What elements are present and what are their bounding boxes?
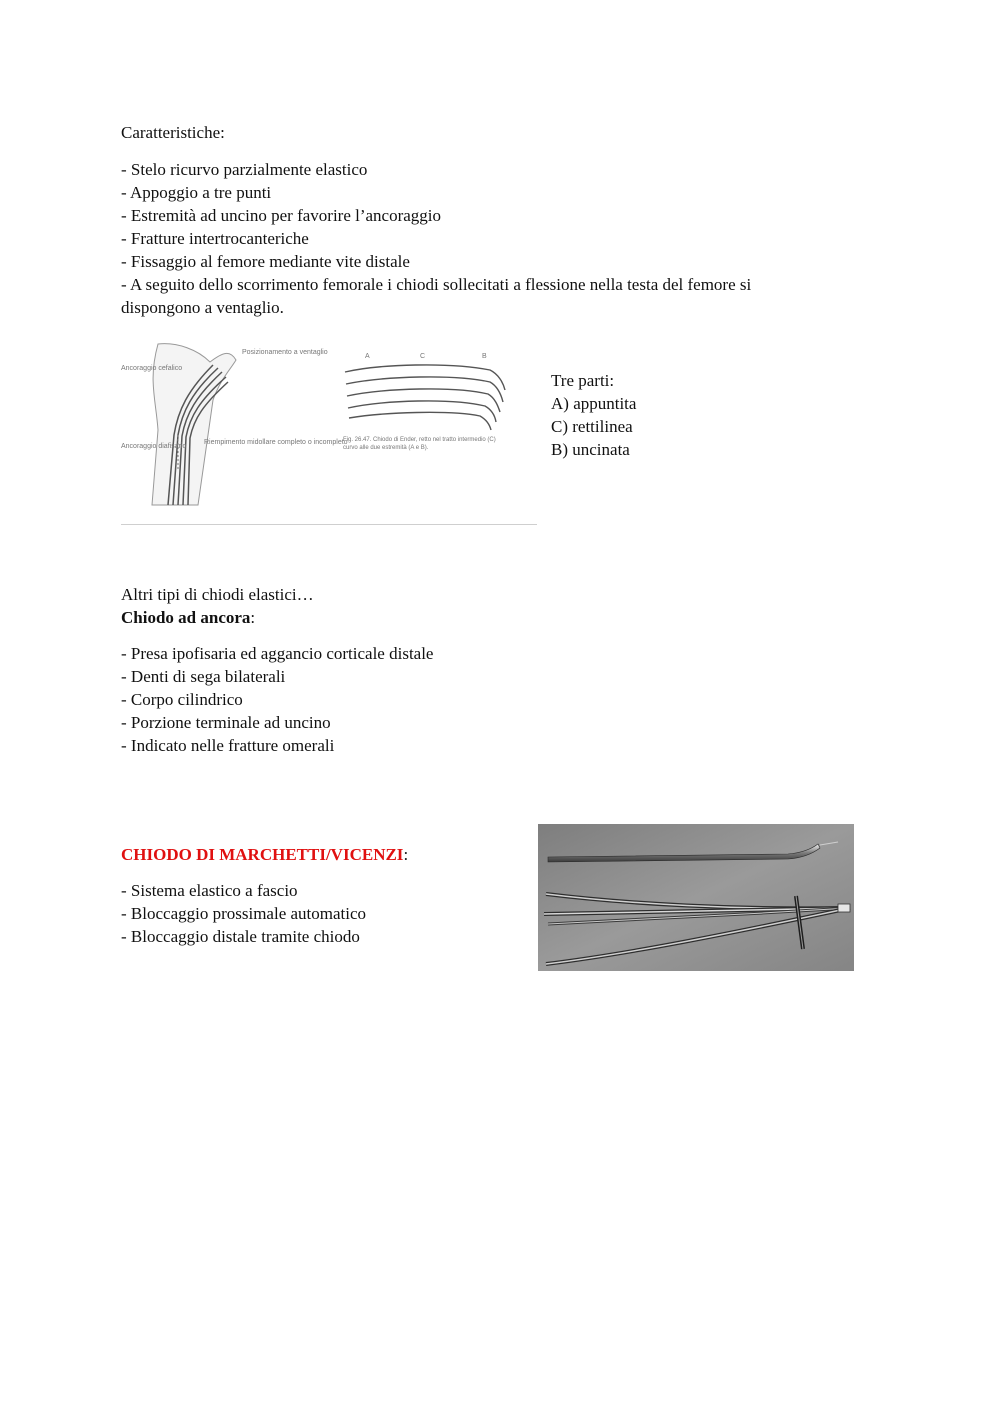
list-item: - Corpo cilindrico: [121, 690, 243, 709]
nail-label-a: A: [365, 353, 370, 360]
tre-parti-block: [551, 369, 636, 461]
part-item: B) uncinata: [551, 440, 630, 459]
femur-label-ventaglio: Posizionamento a ventaglio: [242, 349, 328, 356]
title-bold: Chiodo ad ancora: [121, 608, 251, 627]
part-item: A) appuntita: [551, 394, 637, 413]
title-red: CHIODO DI MARCHETTI/VICENZI: [121, 845, 404, 864]
caratteristiche-section: [121, 121, 225, 144]
list-item: - Stelo ricurvo parzialmente elastico: [121, 160, 368, 179]
title-suffix: :: [250, 608, 256, 627]
title-suffix: :: [403, 845, 409, 864]
list-item: - Bloccaggio prossimale automatico: [121, 904, 367, 923]
marchetti-nail-photo: [538, 824, 854, 971]
section-title: [121, 606, 314, 629]
nail-label-c: C: [420, 353, 426, 360]
marchetti-section: [121, 843, 408, 866]
list-item: - Denti di sega bilaterali: [121, 667, 286, 686]
femur-label-riempimento: Riempimento midollare completo o incompleto: [204, 439, 348, 446]
chiodo-ancora-list: [121, 642, 433, 757]
marchetti-list: [121, 879, 366, 948]
list-item: - Fissaggio al femore mediante vite distale: [121, 252, 410, 271]
chiodo-ancora-section: [121, 583, 314, 629]
ender-nails-caption: Fig. 26.47. Chiodo di Ender, retto nel tratto intermedio (C) curvo alle due estremità (A e B).: [343, 437, 496, 451]
list-item: - Appoggio a tre punti: [121, 183, 272, 202]
section-heading: Caratteristiche:: [121, 123, 225, 142]
caratteristiche-list: [121, 158, 821, 319]
list-item: - Bloccaggio distale tramite chiodo: [121, 927, 360, 946]
section-intro: Altri tipi di chiodi elastici…: [121, 585, 314, 604]
list-item: - Sistema elastico a fascio: [121, 881, 298, 900]
list-item: - Presa ipofisaria ed aggancio corticale distale: [121, 644, 434, 663]
nail-label-b: B: [482, 353, 487, 360]
list-item: - Fratture intertrocanteriche: [121, 229, 309, 248]
figure-divider: [121, 524, 537, 525]
list-item: - Porzione terminale ad uncino: [121, 713, 331, 732]
list-item: - Estremità ad uncino per favorire l’ancoraggio: [121, 206, 442, 225]
femur-label-cefalico: Ancoraggio cefalico: [121, 365, 183, 372]
femur-diagram: [118, 340, 348, 512]
list-item: - Indicato nelle fratture omerali: [121, 736, 335, 755]
femur-label-diafisario: Ancoraggio diafisario: [121, 443, 187, 450]
part-item: C) rettilinea: [551, 417, 633, 436]
section-title: [121, 843, 408, 866]
parts-heading: Tre parti:: [551, 371, 615, 390]
list-item: - A seguito dello scorrimento femorale i chiodi sollecitati a flessione nella testa del femore si dispongono a ventaglio.: [121, 275, 752, 317]
